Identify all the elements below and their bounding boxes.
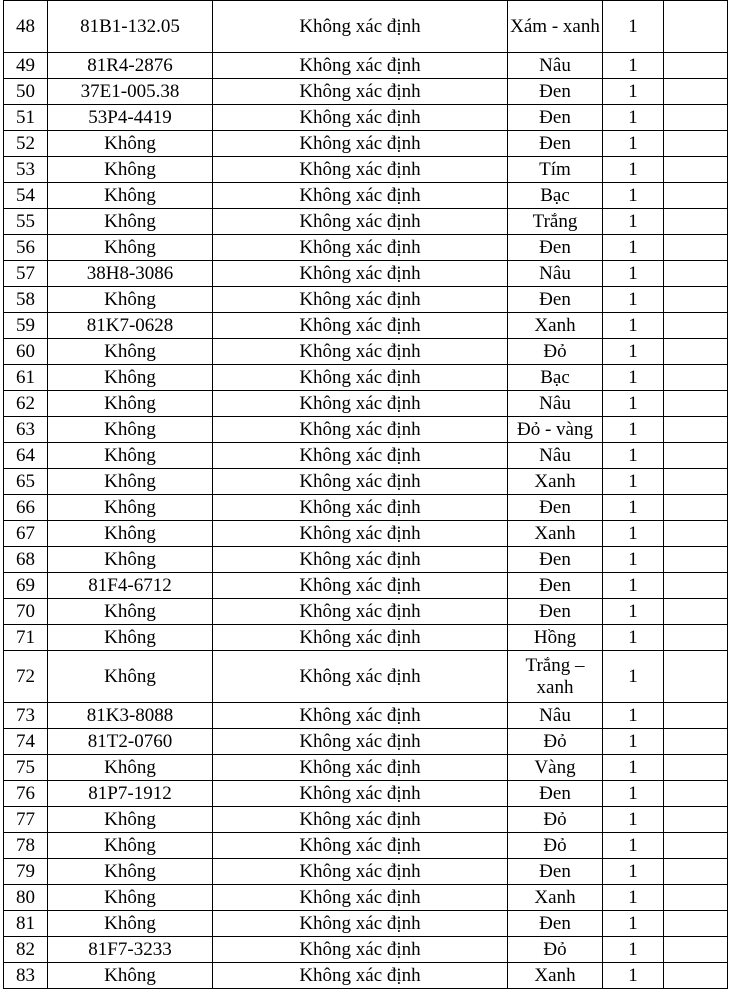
color-cell: Xanh xyxy=(508,469,603,495)
quantity-cell: 1 xyxy=(603,105,664,131)
license-plate-cell: 81K7-0628 xyxy=(48,313,213,339)
license-plate-cell: 81R4-2876 xyxy=(48,53,213,79)
table-row xyxy=(4,79,728,105)
license-plate-cell: Không xyxy=(48,339,213,365)
note-cell xyxy=(664,521,728,547)
note-cell xyxy=(664,807,728,833)
row-number-cell: 52 xyxy=(4,131,48,157)
color-cell: Nâu xyxy=(508,391,603,417)
quantity-cell: 1 xyxy=(603,417,664,443)
vehicle-table xyxy=(3,0,728,989)
table-row xyxy=(4,599,728,625)
brand-cell: Không xác định xyxy=(213,287,508,313)
quantity-cell: 1 xyxy=(603,53,664,79)
quantity-cell: 1 xyxy=(603,79,664,105)
quantity-cell: 1 xyxy=(603,235,664,261)
color-cell: Nâu xyxy=(508,53,603,79)
color-cell: Xanh xyxy=(508,521,603,547)
quantity-cell: 1 xyxy=(603,911,664,937)
license-plate-cell: Không xyxy=(48,443,213,469)
row-number-cell: 68 xyxy=(4,547,48,573)
color-cell: Hồng xyxy=(508,625,603,651)
color-cell: Xanh xyxy=(508,313,603,339)
note-cell xyxy=(664,209,728,235)
table-row xyxy=(4,417,728,443)
row-number-cell: 77 xyxy=(4,807,48,833)
brand-cell: Không xác định xyxy=(213,339,508,365)
row-number-cell: 54 xyxy=(4,183,48,209)
table-row xyxy=(4,183,728,209)
license-plate-cell: Không xyxy=(48,521,213,547)
license-plate-cell: Không xyxy=(48,157,213,183)
table-row xyxy=(4,495,728,521)
quantity-cell: 1 xyxy=(603,287,664,313)
quantity-cell: 1 xyxy=(603,157,664,183)
license-plate-cell: Không xyxy=(48,287,213,313)
color-cell: Đen xyxy=(508,547,603,573)
row-number-cell: 59 xyxy=(4,313,48,339)
color-cell: Đỏ xyxy=(508,937,603,963)
license-plate-cell: Không xyxy=(48,911,213,937)
color-cell: Đen xyxy=(508,599,603,625)
row-number-cell: 82 xyxy=(4,937,48,963)
brand-cell: Không xác định xyxy=(213,963,508,989)
row-number-cell: 48 xyxy=(4,1,48,53)
license-plate-cell: Không xyxy=(48,859,213,885)
note-cell xyxy=(664,313,728,339)
row-number-cell: 71 xyxy=(4,625,48,651)
table-row xyxy=(4,833,728,859)
quantity-cell: 1 xyxy=(603,807,664,833)
color-cell: Nâu xyxy=(508,261,603,287)
quantity-cell: 1 xyxy=(603,209,664,235)
brand-cell: Không xác định xyxy=(213,625,508,651)
vehicle-table-body xyxy=(4,1,728,989)
note-cell xyxy=(664,495,728,521)
brand-cell: Không xác định xyxy=(213,1,508,53)
color-cell: Vàng xyxy=(508,755,603,781)
brand-cell: Không xác định xyxy=(213,157,508,183)
color-cell: Đỏ xyxy=(508,339,603,365)
row-number-cell: 58 xyxy=(4,287,48,313)
table-row xyxy=(4,859,728,885)
quantity-cell: 1 xyxy=(603,859,664,885)
license-plate-cell: Không xyxy=(48,235,213,261)
row-number-cell: 57 xyxy=(4,261,48,287)
brand-cell: Không xác định xyxy=(213,885,508,911)
table-row xyxy=(4,573,728,599)
table-row xyxy=(4,703,728,729)
row-number-cell: 79 xyxy=(4,859,48,885)
brand-cell: Không xác định xyxy=(213,209,508,235)
license-plate-cell: 37E1-005.38 xyxy=(48,79,213,105)
row-number-cell: 74 xyxy=(4,729,48,755)
table-row xyxy=(4,469,728,495)
quantity-cell: 1 xyxy=(603,963,664,989)
quantity-cell: 1 xyxy=(603,625,664,651)
row-number-cell: 62 xyxy=(4,391,48,417)
row-number-cell: 81 xyxy=(4,911,48,937)
quantity-cell: 1 xyxy=(603,261,664,287)
brand-cell: Không xác định xyxy=(213,599,508,625)
note-cell xyxy=(664,287,728,313)
quantity-cell: 1 xyxy=(603,339,664,365)
note-cell xyxy=(664,729,728,755)
note-cell xyxy=(664,79,728,105)
note-cell xyxy=(664,1,728,53)
brand-cell: Không xác định xyxy=(213,833,508,859)
quantity-cell: 1 xyxy=(603,833,664,859)
note-cell xyxy=(664,443,728,469)
note-cell xyxy=(664,703,728,729)
row-number-cell: 75 xyxy=(4,755,48,781)
quantity-cell: 1 xyxy=(603,365,664,391)
row-number-cell: 51 xyxy=(4,105,48,131)
license-plate-cell: 38H8-3086 xyxy=(48,261,213,287)
row-number-cell: 65 xyxy=(4,469,48,495)
row-number-cell: 70 xyxy=(4,599,48,625)
color-cell: Bạc xyxy=(508,183,603,209)
table-row xyxy=(4,339,728,365)
quantity-cell: 1 xyxy=(603,573,664,599)
brand-cell: Không xác định xyxy=(213,859,508,885)
table-row xyxy=(4,651,728,703)
license-plate-cell: Không xyxy=(48,625,213,651)
note-cell xyxy=(664,937,728,963)
table-row xyxy=(4,365,728,391)
note-cell xyxy=(664,365,728,391)
row-number-cell: 72 xyxy=(4,651,48,703)
brand-cell: Không xác định xyxy=(213,391,508,417)
color-cell: Đen xyxy=(508,573,603,599)
brand-cell: Không xác định xyxy=(213,235,508,261)
quantity-cell: 1 xyxy=(603,131,664,157)
table-row xyxy=(4,885,728,911)
license-plate-cell: Không xyxy=(48,469,213,495)
note-cell xyxy=(664,131,728,157)
quantity-cell: 1 xyxy=(603,521,664,547)
note-cell xyxy=(664,651,728,703)
color-cell: Đỏ xyxy=(508,729,603,755)
brand-cell: Không xác định xyxy=(213,79,508,105)
table-row xyxy=(4,807,728,833)
quantity-cell: 1 xyxy=(603,599,664,625)
note-cell xyxy=(664,599,728,625)
row-number-cell: 60 xyxy=(4,339,48,365)
license-plate-cell: 81K3-8088 xyxy=(48,703,213,729)
license-plate-cell: Không xyxy=(48,963,213,989)
note-cell xyxy=(664,859,728,885)
quantity-cell: 1 xyxy=(603,729,664,755)
brand-cell: Không xác định xyxy=(213,131,508,157)
note-cell xyxy=(664,469,728,495)
color-cell: Đen xyxy=(508,911,603,937)
row-number-cell: 78 xyxy=(4,833,48,859)
license-plate-cell: 81F4-6712 xyxy=(48,573,213,599)
color-cell: Đen xyxy=(508,105,603,131)
color-cell: Đen xyxy=(508,859,603,885)
row-number-cell: 56 xyxy=(4,235,48,261)
quantity-cell: 1 xyxy=(603,391,664,417)
brand-cell: Không xác định xyxy=(213,703,508,729)
color-cell: Tím xyxy=(508,157,603,183)
brand-cell: Không xác định xyxy=(213,521,508,547)
row-number-cell: 50 xyxy=(4,79,48,105)
color-cell: Đỏ xyxy=(508,807,603,833)
license-plate-cell: 81F7-3233 xyxy=(48,937,213,963)
quantity-cell: 1 xyxy=(603,469,664,495)
color-cell: Đen xyxy=(508,781,603,807)
table-row xyxy=(4,547,728,573)
license-plate-cell: Không xyxy=(48,365,213,391)
brand-cell: Không xác định xyxy=(213,469,508,495)
license-plate-cell: Không xyxy=(48,391,213,417)
color-cell: Xanh xyxy=(508,963,603,989)
note-cell xyxy=(664,963,728,989)
note-cell xyxy=(664,755,728,781)
license-plate-cell: Không xyxy=(48,131,213,157)
row-number-cell: 61 xyxy=(4,365,48,391)
note-cell xyxy=(664,261,728,287)
license-plate-cell: Không xyxy=(48,651,213,703)
note-cell xyxy=(664,53,728,79)
brand-cell: Không xác định xyxy=(213,495,508,521)
brand-cell: Không xác định xyxy=(213,781,508,807)
quantity-cell: 1 xyxy=(603,651,664,703)
table-row xyxy=(4,963,728,989)
row-number-cell: 64 xyxy=(4,443,48,469)
row-number-cell: 67 xyxy=(4,521,48,547)
color-cell: Đen xyxy=(508,495,603,521)
brand-cell: Không xác định xyxy=(213,313,508,339)
table-row xyxy=(4,391,728,417)
table-row xyxy=(4,157,728,183)
license-plate-cell: Không xyxy=(48,417,213,443)
brand-cell: Không xác định xyxy=(213,183,508,209)
note-cell xyxy=(664,781,728,807)
note-cell xyxy=(664,157,728,183)
table-row xyxy=(4,313,728,339)
color-cell: Đen xyxy=(508,235,603,261)
color-cell: Trắng xyxy=(508,209,603,235)
note-cell xyxy=(664,235,728,261)
table-row xyxy=(4,443,728,469)
table-row xyxy=(4,781,728,807)
brand-cell: Không xác định xyxy=(213,755,508,781)
brand-cell: Không xác định xyxy=(213,105,508,131)
table-row xyxy=(4,729,728,755)
color-cell: Đen xyxy=(508,287,603,313)
quantity-cell: 1 xyxy=(603,183,664,209)
color-cell: Xanh xyxy=(508,885,603,911)
license-plate-cell: Không xyxy=(48,495,213,521)
brand-cell: Không xác định xyxy=(213,53,508,79)
note-cell xyxy=(664,183,728,209)
note-cell xyxy=(664,339,728,365)
color-cell: Nâu xyxy=(508,703,603,729)
color-cell: Đen xyxy=(508,79,603,105)
quantity-cell: 1 xyxy=(603,313,664,339)
brand-cell: Không xác định xyxy=(213,443,508,469)
license-plate-cell: Không xyxy=(48,807,213,833)
note-cell xyxy=(664,573,728,599)
brand-cell: Không xác định xyxy=(213,937,508,963)
note-cell xyxy=(664,885,728,911)
brand-cell: Không xác định xyxy=(213,911,508,937)
note-cell xyxy=(664,547,728,573)
row-number-cell: 76 xyxy=(4,781,48,807)
table-row xyxy=(4,261,728,287)
row-number-cell: 55 xyxy=(4,209,48,235)
quantity-cell: 1 xyxy=(603,885,664,911)
note-cell xyxy=(664,625,728,651)
table-row xyxy=(4,53,728,79)
color-cell: Đen xyxy=(508,131,603,157)
license-plate-cell: Không xyxy=(48,833,213,859)
quantity-cell: 1 xyxy=(603,547,664,573)
quantity-cell: 1 xyxy=(603,1,664,53)
brand-cell: Không xác định xyxy=(213,729,508,755)
row-number-cell: 83 xyxy=(4,963,48,989)
license-plate-cell: Không xyxy=(48,209,213,235)
brand-cell: Không xác định xyxy=(213,417,508,443)
color-cell: Bạc xyxy=(508,365,603,391)
color-cell: Nâu xyxy=(508,443,603,469)
table-row xyxy=(4,521,728,547)
brand-cell: Không xác định xyxy=(213,547,508,573)
quantity-cell: 1 xyxy=(603,755,664,781)
license-plate-cell: Không xyxy=(48,547,213,573)
row-number-cell: 69 xyxy=(4,573,48,599)
color-cell: Trắng – xanh xyxy=(508,651,603,703)
table-row xyxy=(4,105,728,131)
note-cell xyxy=(664,911,728,937)
row-number-cell: 73 xyxy=(4,703,48,729)
row-number-cell: 53 xyxy=(4,157,48,183)
note-cell xyxy=(664,417,728,443)
table-row xyxy=(4,625,728,651)
table-row xyxy=(4,209,728,235)
table-row xyxy=(4,235,728,261)
note-cell xyxy=(664,391,728,417)
license-plate-cell: 81P7-1912 xyxy=(48,781,213,807)
color-cell: Xám - xanh xyxy=(508,1,603,53)
table-row xyxy=(4,911,728,937)
note-cell xyxy=(664,833,728,859)
quantity-cell: 1 xyxy=(603,781,664,807)
row-number-cell: 49 xyxy=(4,53,48,79)
brand-cell: Không xác định xyxy=(213,365,508,391)
table-row xyxy=(4,1,728,53)
color-cell: Đỏ - vàng xyxy=(508,417,603,443)
table-row xyxy=(4,755,728,781)
color-cell: Đỏ xyxy=(508,833,603,859)
brand-cell: Không xác định xyxy=(213,807,508,833)
license-plate-cell: Không xyxy=(48,599,213,625)
quantity-cell: 1 xyxy=(603,937,664,963)
license-plate-cell: Không xyxy=(48,755,213,781)
quantity-cell: 1 xyxy=(603,495,664,521)
quantity-cell: 1 xyxy=(603,443,664,469)
table-row xyxy=(4,937,728,963)
row-number-cell: 80 xyxy=(4,885,48,911)
row-number-cell: 63 xyxy=(4,417,48,443)
license-plate-cell: 81B1-132.05 xyxy=(48,1,213,53)
brand-cell: Không xác định xyxy=(213,573,508,599)
table-row xyxy=(4,131,728,157)
license-plate-cell: Không xyxy=(48,885,213,911)
brand-cell: Không xác định xyxy=(213,651,508,703)
row-number-cell: 66 xyxy=(4,495,48,521)
license-plate-cell: Không xyxy=(48,183,213,209)
license-plate-cell: 53P4-4419 xyxy=(48,105,213,131)
license-plate-cell: 81T2-0760 xyxy=(48,729,213,755)
brand-cell: Không xác định xyxy=(213,261,508,287)
quantity-cell: 1 xyxy=(603,703,664,729)
note-cell xyxy=(664,105,728,131)
table-row xyxy=(4,287,728,313)
